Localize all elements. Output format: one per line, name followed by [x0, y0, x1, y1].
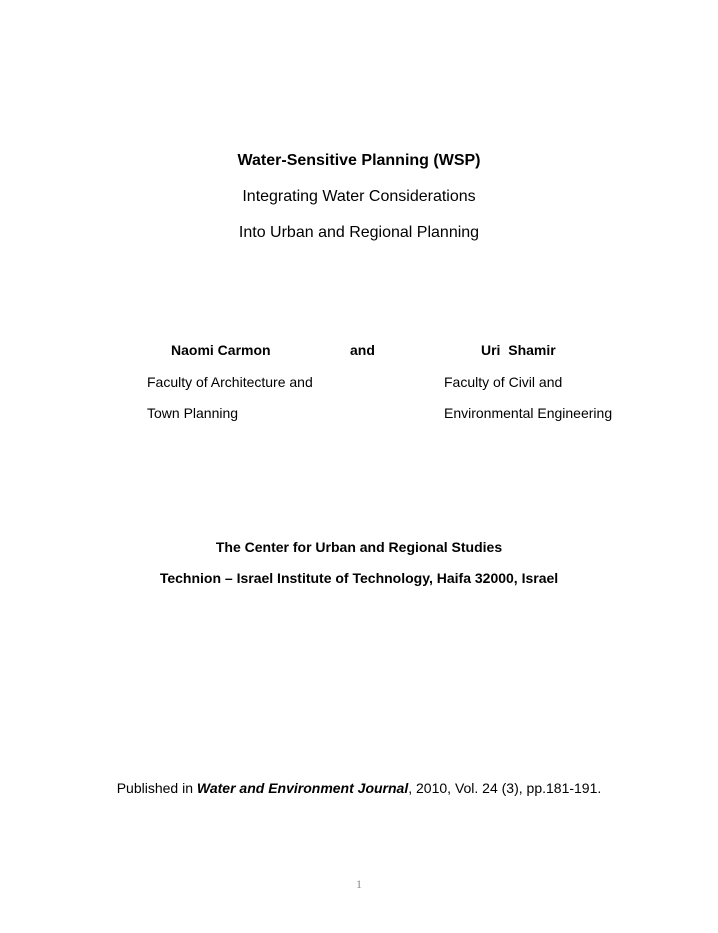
- affiliation-carmon-line-2: Town Planning: [147, 405, 239, 421]
- page-number: 1: [356, 877, 362, 891]
- author-name-shamir: Uri Shamir: [481, 342, 556, 358]
- author-name-carmon: Naomi Carmon: [171, 342, 271, 358]
- publication-details: , 2010, Vol. 24 (3), pp.181-191.: [408, 780, 602, 796]
- affiliation-shamir-line-2: Environmental Engineering: [444, 405, 613, 421]
- author-conjunction: and: [350, 342, 375, 358]
- affiliation-shamir-line-1: Faculty of Civil and: [444, 374, 563, 390]
- institution-university: Technion – Israel Institute of Technology, Haifa 32000, Israel: [159, 570, 559, 586]
- document-subtitle-line-1: Integrating Water Considerations: [242, 188, 476, 205]
- journal-name: Water and Environment Journal: [196, 780, 409, 796]
- document-subtitle-line-2: Into Urban and Regional Planning: [238, 224, 480, 241]
- publication-prefix: Published in: [116, 780, 197, 796]
- publication-note: [0, 780, 718, 796]
- affiliation-carmon-line-1: Faculty of Architecture and: [147, 374, 313, 390]
- document-title: Water-Sensitive Planning (WSP): [237, 152, 481, 169]
- institution-center: The Center for Urban and Regional Studies: [215, 539, 503, 555]
